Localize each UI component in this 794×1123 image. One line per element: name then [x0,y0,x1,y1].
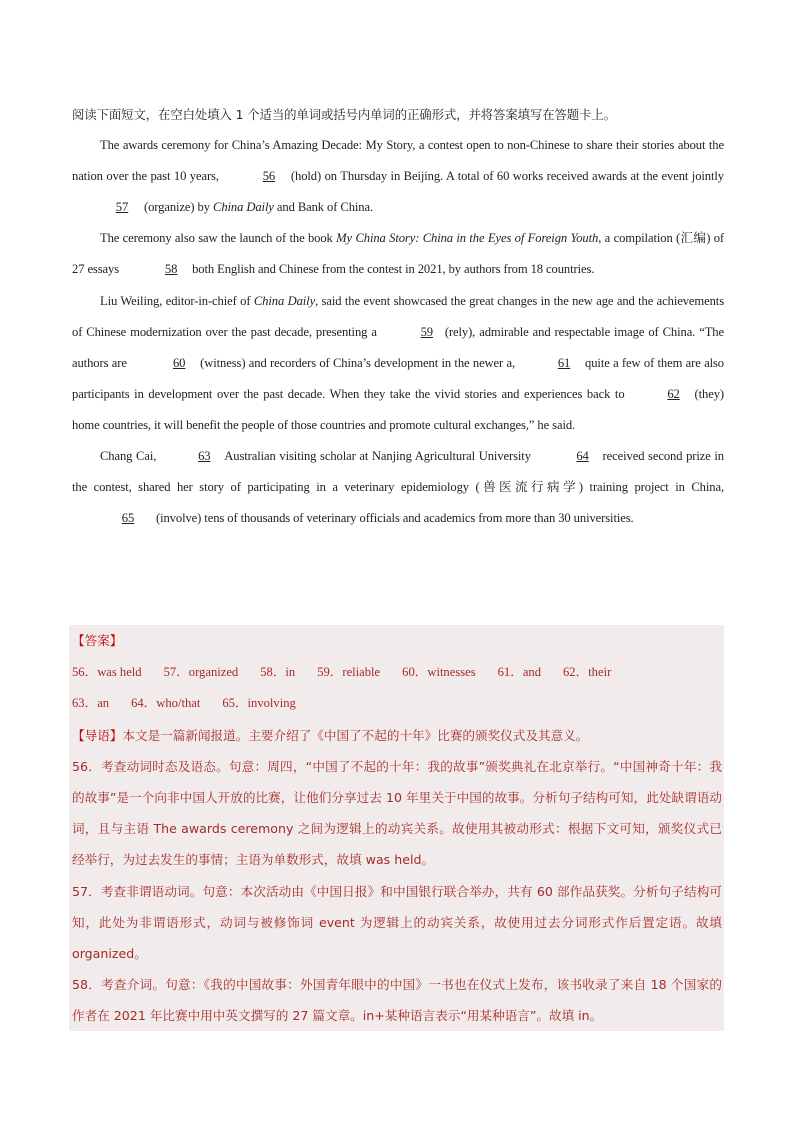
answer-57: 57．organized [163,665,239,680]
answer-64: 64．who/that [131,696,201,711]
p4-text-d: (involve) tens of thousands of veterinary officials and academics from more than 30 universities. [156,511,634,526]
p3-text-f: (they) home countries, it will benefit the people of those countries and promote cultural exchanges,” he said. [72,386,724,432]
paragraph-3 [72,286,724,441]
answer-61: 61．and [497,665,541,680]
passage [72,99,724,534]
blank-63: 63 [198,449,211,464]
explanation-56: 56．考查动词时态及语态。句意：周四，“中国了不起的十年：我的故事”颁奖典礼在北京举行。“中国神奇十年：我的故事”是一个向非中国人开放的比赛，让他们分享过去 10 年里关于中国的故事。分析句子结构可知，此处缺谓语动词，且与主语 The awards ceremony 之间为逻辑上的动宾关系。故使用其被动形式：根据下文可知，颁奖仪式已经举行，为过去发生的事情；主语为单数形式，故填 was held。 [72,758,722,868]
blank-65: 65 [121,511,135,526]
p4-text-c: received second prize in the contest, shared her story of participating in a veterinary epidemiology (兽医流行病学) training project in China, [72,449,724,495]
blank-56: 56 [262,169,276,184]
p2-text-a: The ceremony also saw the launch of the book [100,231,337,246]
p3-text-a: Liu Weiling, editor-in-chief of [100,293,254,308]
answer-row-2 [72,688,722,719]
guide [72,720,722,751]
answer-59: 59．reliable [317,665,381,680]
p1-text-d: and Bank of China. [273,200,374,215]
p4-text-b: Australian visiting scholar at Nanjing Agricultural University [224,449,535,464]
blank-57: 57 [115,200,129,215]
p1-text-c: (organize) by [144,200,214,215]
answer-65: 65．involving [222,696,296,711]
guide-text: 本文是一篇新闻报道。主要介绍了《中国了不起的十年》比赛的颁奖仪式及其意义。 [122,727,589,743]
p2-text-c: both English and Chinese from the contest in 2021, by authors from 18 countries. [192,262,595,277]
explanation-58: 58．考查介词。句意：《我的中国故事：外国青年眼中的中国》一书也在仪式上发布，该书收录了来自 18 个国家的作者在 2021 年比赛中用中英文撰写的 27 篇文章。in+某种语言表示“用某种语言”。故填 in。 [72,977,722,1024]
p3-text-c: (rely), admirable and respectable image of China. “The authors are [72,324,724,370]
explanation-57: 57．考查非谓语动词。句意：本次活动由《中国日报》和中国银行联合举办，共有 60 部作品获奖。分析句子结构可知，此处为非谓语形式，动词与被修饰词 event 为逻辑上的动宾关系，故使用过去分词形式作后置定语。故填 organized。 [72,883,722,962]
answer-58: 58．in [260,665,296,680]
answer-content [72,625,722,1032]
p1-text-a: The awards ceremony for China’s Amazing Decade: My Story, a contest open to non-Chinese to share their stories about the nation over the past 10 years, [72,138,724,184]
p3-italic: China Daily [253,293,316,308]
answer-62: 62．their [563,665,612,680]
answer-60: 60．witnesses [402,665,476,680]
blank-61: 61 [557,355,571,370]
guide-tag: 【导语】 [72,727,123,743]
p2-italic: My China Story: China in the Eyes of Foreign Youth [336,231,599,246]
p1-text-b: (hold) on Thursday in Beijing. A total of 60 works received awards at the event jointly [290,169,724,184]
answer-56: 56．was held [72,665,142,680]
blank-60: 60 [172,355,186,370]
instruction: 阅读下面短文，在空白处填入 1 个适当的单词或括号内单词的正确形式，并将答案填写在答题卡上。 [72,107,616,122]
answer-tag: 【答案】 [72,633,123,648]
blank-58: 58 [164,262,178,277]
answer-section [69,625,724,1031]
blank-62: 62 [667,386,680,401]
p2-text-b: , a compilation (汇编) of 27 essays [72,231,724,277]
blank-59: 59 [420,324,434,339]
p3-text-b: , said the event showcased the great changes in the new age and the achievements of Chinese modernization over the past decade, presenting a [72,293,724,339]
answer-63: 63．an [72,696,110,711]
paragraph-4 [72,441,724,534]
p4-text-a: Chang Cai, [100,449,157,464]
p3-text-e: quite a few of them are also participants in development over the past decade. When they take the vivid stories and experiences back to [72,355,724,401]
answer-row-1 [72,657,722,688]
paragraph-1 [72,130,724,223]
blank-64: 64 [576,449,589,464]
p3-text-d: (witness) and recorders of China’s development in the newer a, [200,355,516,370]
p1-italic: China Daily [213,200,274,215]
paragraph-2 [72,223,724,285]
